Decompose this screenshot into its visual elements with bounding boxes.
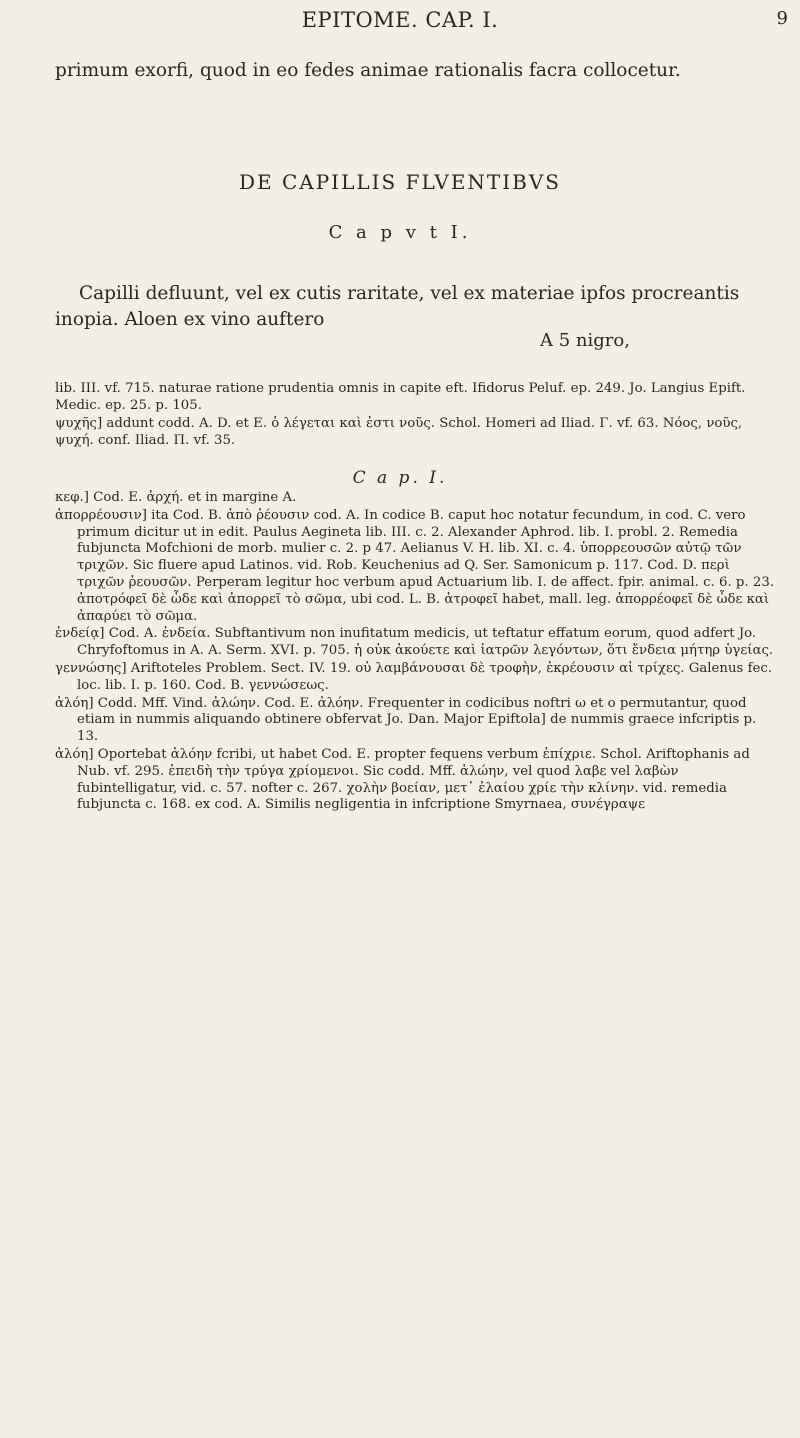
note-entry: ἀπορρέουσιν] ita Cod. B. ἀπὸ ῥέουσιν cod. A. In codice B. caput hoc notatur fecundum, in cod. C. vero primum dicitur ut in edit. Paulus Aegineta lib. III. c. 2. Alexander Aphrod. lib. I. probl. 2. Remedia fubjuncta Mofchioni de morb. mulier c. 2. p 47. Aelianus V. H. lib. XI. c. 4. ὑπορρεουσῶν αὐτῷ τῶν τριχῶν. Sic fluere apud Latinos. vid. Rob. Keuchenius ad Q. Ser. Samonicum p. 117. Cod. D. περὶ τριχῶν ῥεουσῶν. Perperam legitur hoc verbum apud Actuarium lib. I. de affect. fpir. animal. c. 6. p. 23. ἀποτρόφεῖ δὲ ὧδε καὶ ἀπορρεῖ τὸ σῶμα, ubi cod. L. B. ἀτροφεῖ habet, mall. leg. ἀπορρέοφεῖ δὲ ὧδε καὶ ἀπαρύει τὸ σῶμα. (55, 507, 775, 624)
chapter-heading: C a p v t I. (328, 222, 472, 243)
note-entry: γεννώσης] Ariftoteles Problem. Sect. IV. 19. οὐ λαμβάνουσαι δὲ τροφὴν, ἐκρέουσιν αἱ τρίχες. Galenus fec. loc. lib. I. p. 160. Cod. B. γεννώσεως. (55, 660, 773, 693)
signature-mark: A 5 nigro, (540, 330, 630, 351)
running-header: EPITOME. CAP. I. (301, 8, 499, 32)
note-entry: ἀλόη] Codd. Mff. Vind. ἀλώην. Cod. E. ἀλόην. Frequenter in codicibus noftri ω et ο permutantur, quod etiam in nummis aliquando obtinere obfervat Jo. Dan. Major Epiftola] de nummis graece infcriptis p. 13. (55, 695, 757, 745)
note-entry: ἀλόη] Oportebat ἀλόην fcribi, ut habet Cod. E. propter fequens verbum ἐπίχριε. Schol. Ariftophanis ad Nub. vf. 295. ἐπειδὴ τὴν τρύγα χρίομενοι. Sic codd. Mff. ἀλώην, vel quod λαβε vel λαβὼν fubintelligatur, vid. c. 57. nofter c. 267. χολὴν βοείαν, μετ᾽ ἐλαίου χρίε τὴν κλίνην. vid. remedia fubjuncta c. 168. ex cod. A. Similis negligentia in infcriptione Smyrnaea, συνέγραψε (55, 746, 750, 813)
note-entry: κεφ.] Cod. E. ἀρχή. et in margine A. (55, 490, 297, 505)
section-title: DE CAPILLIS FLVENTIBVS (238, 170, 562, 194)
main-paragraph: Capilli defluunt, vel ex cutis raritate, vel ex materiae ipfos procreantis inopia. Aloen ex vino auftero (55, 283, 740, 330)
page-mark: 9 (776, 8, 788, 29)
body-text-continuation: primum exorfi, quod in eo fedes animae rationalis facra collocetur. (55, 60, 681, 81)
footnote: ψυχῆς] addunt codd. A. D. et E. ὁ λέγεται καὶ ἐστι νοῦς. Schol. Homeri ad Iliad. Γ. vf. 63. Νόος, νοῦς, ψυχή. conf. Iliad. Π. vf. 35. (55, 416, 743, 448)
footnotes-latin (55, 380, 775, 450)
commentary-heading: C a p. I. (352, 468, 448, 488)
footnotes-commentary (55, 490, 775, 815)
note-entry: ἐνδείᾳ] Cod. A. ἐνδεία. Subftantivum non inufitatum medicis, ut teftatur effatum eorum, quod adfert Jo. Chryfoftomus in A. A. Serm. XVI. p. 705. ἡ οὐκ ἀκούετε καὶ ἰατρῶν λεγόντων, ὅτι ἔνδεια μήτηρ ὑγείας. (55, 626, 774, 659)
footnote: lib. III. vf. 715. naturae ratione prudentia omnis in capite eft. Ifidorus Peluf. ep. 249. Jo. Langius Epift. Medic. ep. 25. p. 105. (55, 381, 746, 413)
